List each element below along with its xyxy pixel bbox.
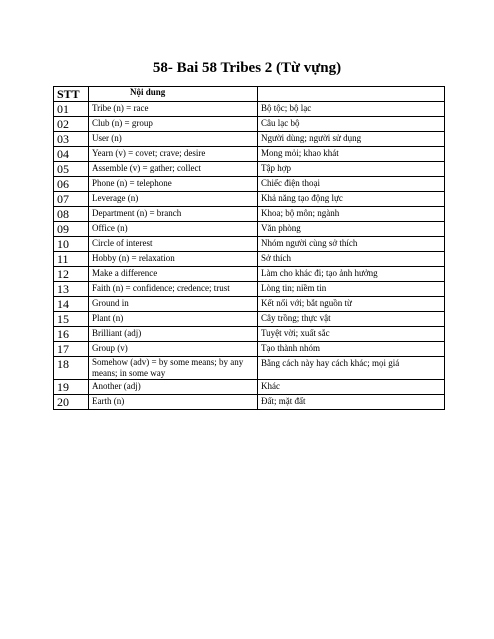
table-row — [54, 177, 445, 192]
meaning-cell: Câu lạc bộ — [258, 117, 445, 132]
meaning-cell: Sở thích — [258, 252, 445, 267]
table-row — [54, 117, 445, 132]
meaning-cell: Chiếc điện thoại — [258, 177, 445, 192]
term-cell: Plant (n) — [89, 312, 258, 327]
row-number: 05 — [54, 162, 89, 177]
term-cell: Phone (n) = telephone — [89, 177, 258, 192]
table-header-row — [54, 87, 445, 102]
meaning-cell: Khác — [258, 380, 445, 395]
term-cell: Club (n) = group — [89, 117, 258, 132]
table-row — [54, 207, 445, 222]
table-row — [54, 162, 445, 177]
meaning-cell: Người dùng; người sử dụng — [258, 132, 445, 147]
meaning-cell: Đất; mặt đất — [258, 395, 445, 410]
meaning-cell: Tập hợp — [258, 162, 445, 177]
meaning-cell: Mong mỏi; khao khát — [258, 147, 445, 162]
table-row — [54, 395, 445, 410]
row-number: 06 — [54, 177, 89, 192]
row-number: 19 — [54, 380, 89, 395]
row-number: 17 — [54, 342, 89, 357]
row-number: 10 — [54, 237, 89, 252]
row-number: 15 — [54, 312, 89, 327]
meaning-cell: Kết nối với; bắt nguồn từ — [258, 297, 445, 312]
term-cell: Yearn (v) = covet; crave; desire — [89, 147, 258, 162]
row-number: 16 — [54, 327, 89, 342]
meaning-cell: Bộ tộc; bộ lạc — [258, 102, 445, 117]
term-cell: Hobby (n) = relaxation — [89, 252, 258, 267]
term-cell: Department (n) = branch — [89, 207, 258, 222]
table-row — [54, 147, 445, 162]
meaning-cell: Văn phòng — [258, 222, 445, 237]
term-cell: Tribe (n) = race — [89, 102, 258, 117]
meaning-cell: Tạo thành nhóm — [258, 342, 445, 357]
term-cell: Faith (n) = confidence; credence; trust — [89, 282, 258, 297]
row-number: 12 — [54, 267, 89, 282]
term-cell: Group (v) — [89, 342, 258, 357]
table-row — [54, 102, 445, 117]
table-row — [54, 222, 445, 237]
term-cell: Leverage (n) — [89, 192, 258, 207]
meaning-cell: Tuyệt vời; xuất sắc — [258, 327, 445, 342]
table-row — [54, 342, 445, 357]
table-row — [54, 267, 445, 282]
meaning-cell: Làm cho khác đi; tạo ảnh hưởng — [258, 267, 445, 282]
table-row — [54, 192, 445, 207]
term-cell: Ground in — [89, 297, 258, 312]
table-row — [54, 282, 445, 297]
table-row — [54, 380, 445, 395]
meaning-cell: Nhóm người cùng sở thích — [258, 237, 445, 252]
term-cell: Circle of interest — [89, 237, 258, 252]
row-number: 11 — [54, 252, 89, 267]
row-number: 04 — [54, 147, 89, 162]
table-row — [54, 252, 445, 267]
table-row — [54, 312, 445, 327]
row-number: 14 — [54, 297, 89, 312]
row-number: 08 — [54, 207, 89, 222]
term-cell: Make a difference — [89, 267, 258, 282]
term-cell: Assemble (v) = gather; collect — [89, 162, 258, 177]
meaning-cell: Bằng cách này hay cách khác; mọi giá — [258, 357, 445, 380]
term-cell: Earth (n) — [89, 395, 258, 410]
header-blank-cell — [258, 87, 445, 102]
header-content-label: Nội dung — [130, 87, 166, 97]
header-stt: STT — [54, 87, 89, 102]
meaning-cell: Khả năng tạo động lực — [258, 192, 445, 207]
row-number: 09 — [54, 222, 89, 237]
meaning-cell: Cây trồng; thực vật — [258, 312, 445, 327]
vocabulary-table — [53, 86, 445, 410]
row-number: 01 — [54, 102, 89, 117]
table-row — [54, 297, 445, 312]
row-number: 20 — [54, 395, 89, 410]
table-row — [54, 132, 445, 147]
term-cell: Somehow (adv) = by some means; by any means; in some way — [89, 357, 258, 380]
meaning-cell: Khoa; bộ môn; ngành — [258, 207, 445, 222]
row-number: 18 — [54, 357, 89, 380]
term-cell: Another (adj) — [89, 380, 258, 395]
header-content — [89, 87, 258, 102]
table-body — [54, 102, 445, 410]
term-cell: User (n) — [89, 132, 258, 147]
row-number: 03 — [54, 132, 89, 147]
table-row — [54, 237, 445, 252]
table-row — [54, 357, 445, 380]
row-number: 02 — [54, 117, 89, 132]
document-title: 58- Bai 58 Tribes 2 (Từ vựng) — [152, 60, 342, 76]
table-row — [54, 327, 445, 342]
meaning-cell: Lòng tin; niềm tin — [258, 282, 445, 297]
term-cell: Office (n) — [89, 222, 258, 237]
row-number: 07 — [54, 192, 89, 207]
row-number: 13 — [54, 282, 89, 297]
term-cell: Brilliant (adj) — [89, 327, 258, 342]
